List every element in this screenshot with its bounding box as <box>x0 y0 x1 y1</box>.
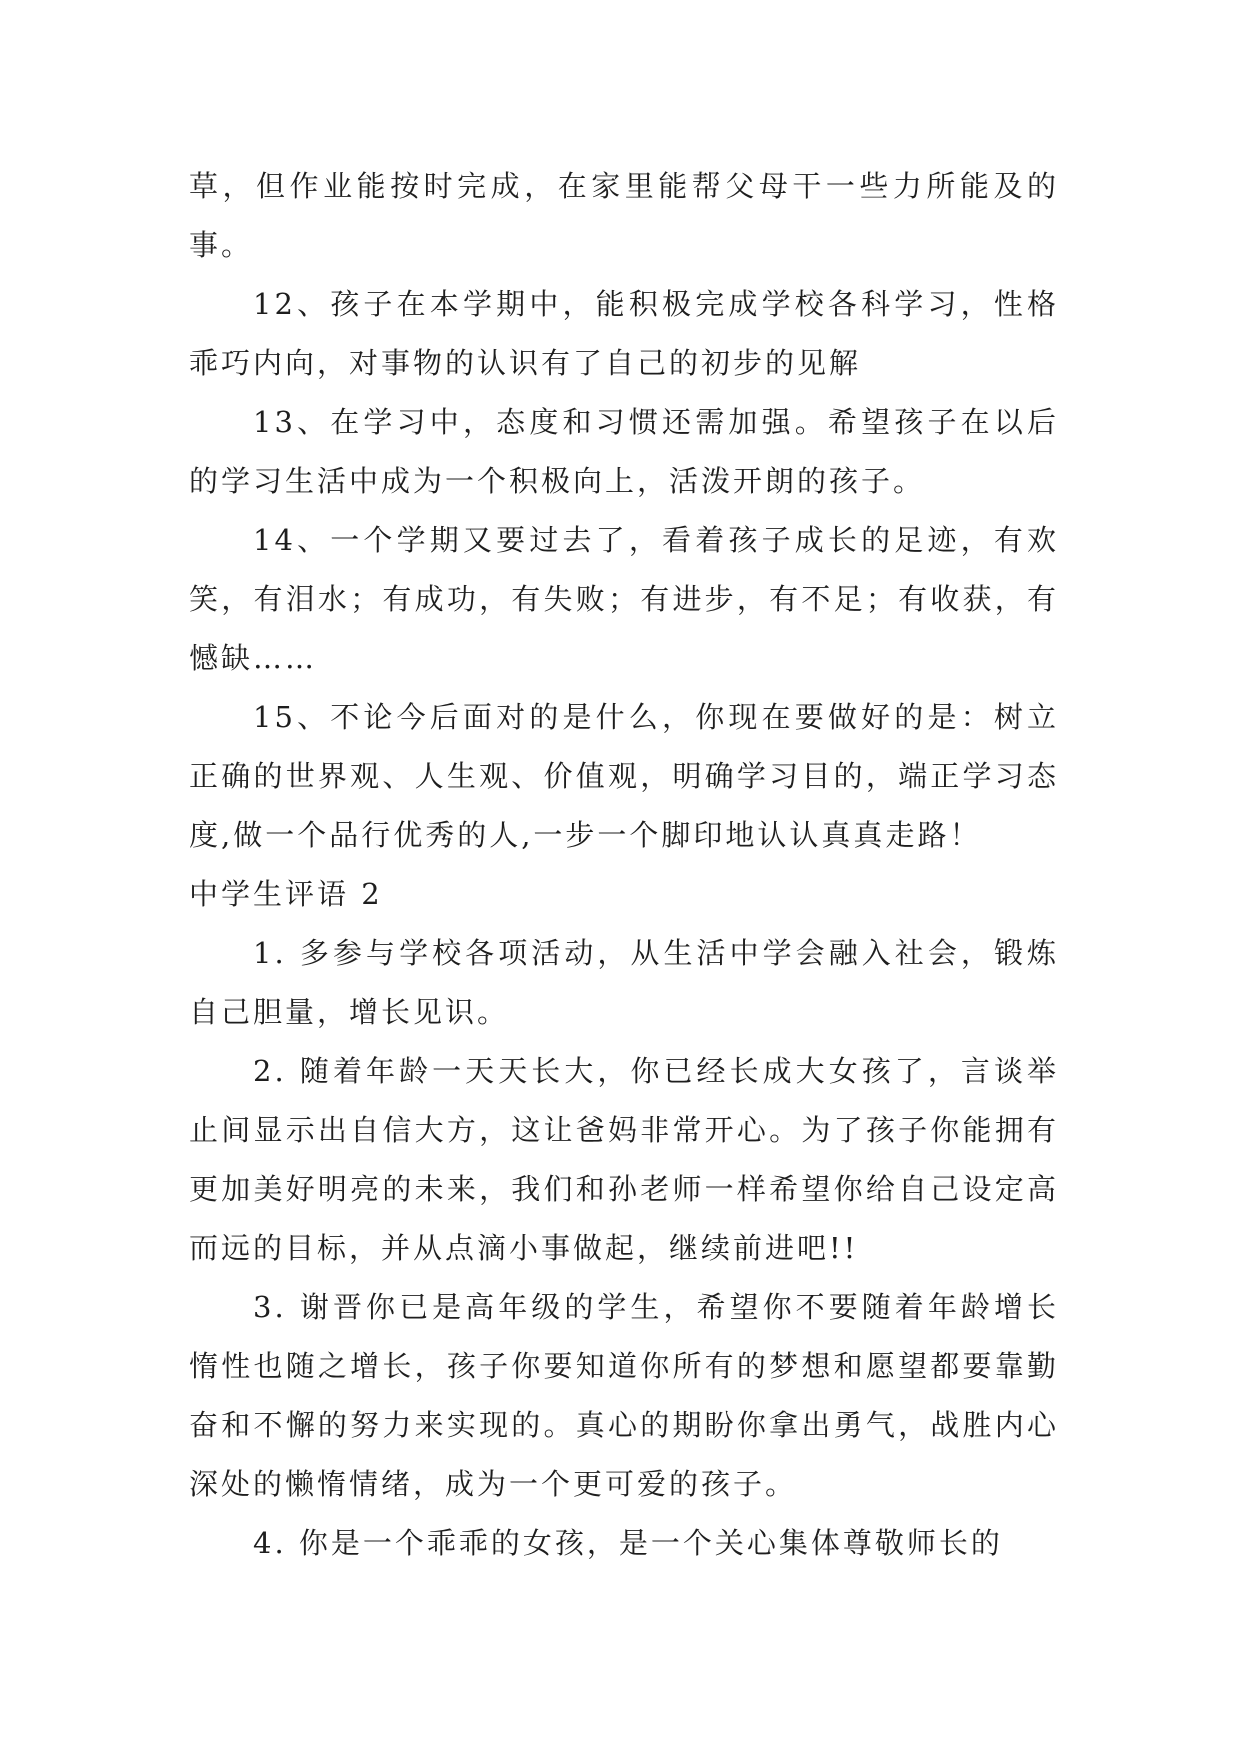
comment-item-13: 13、在学习中，态度和习惯还需加强。希望孩子在以后的学习生活中成为一个积极向上，活泼开朗的孩子。 <box>189 405 1059 498</box>
comment-item-12: 12、孩子在本学期中，能积极完成学校各科学习，性格乖巧内向，对事物的认识有了自己的初步的见解 <box>189 287 1059 380</box>
section-item-3: 3. 谢晋你已是高年级的学生，希望你不要随着年龄增长惰性也随之增长，孩子你要知道你所有的梦想和愿望都要靠勤奋和不懈的努力来实现的。真心的期盼你拿出勇气，战胜内心深处的懒惰情绪，成为一个更可爱的孩子。 <box>189 1290 1059 1501</box>
section-item-2: 2. 随着年龄一天天长大，你已经长成大女孩了，言谈举止间显示出自信大方，这让爸妈非常开心。为了孩子你能拥有更加美好明亮的未来，我们和孙老师一样希望你给自己设定高而远的目标，并从点滴小事做起，继续前进吧!! <box>189 1054 1059 1265</box>
comment-item-15: 15、不论今后面对的是什么，你现在要做好的是：树立正确的世界观、人生观、价值观，明确学习目的，端正学习态度,做一个品行优秀的人,一步一个脚印地认认真真走路！ <box>189 700 1059 852</box>
document-body <box>189 157 1059 1573</box>
section-item-4: 4. 你是一个乖乖的女孩，是一个关心集体尊敬师长的 <box>253 1526 1003 1560</box>
section-item-1: 1. 多参与学校各项活动，从生活中学会融入社会，锻炼自己胆量，增长见识。 <box>189 936 1059 1029</box>
comment-item-14: 14、一个学期又要过去了，看着孩子成长的足迹，有欢笑，有泪水；有成功，有失败；有进步，有不足；有收获，有憾缺…… <box>189 523 1059 675</box>
paragraph-continuation: 草，但作业能按时完成，在家里能帮父母干一些力所能及的事。 <box>189 169 1059 262</box>
section-heading: 中学生评语 2 <box>189 877 383 911</box>
